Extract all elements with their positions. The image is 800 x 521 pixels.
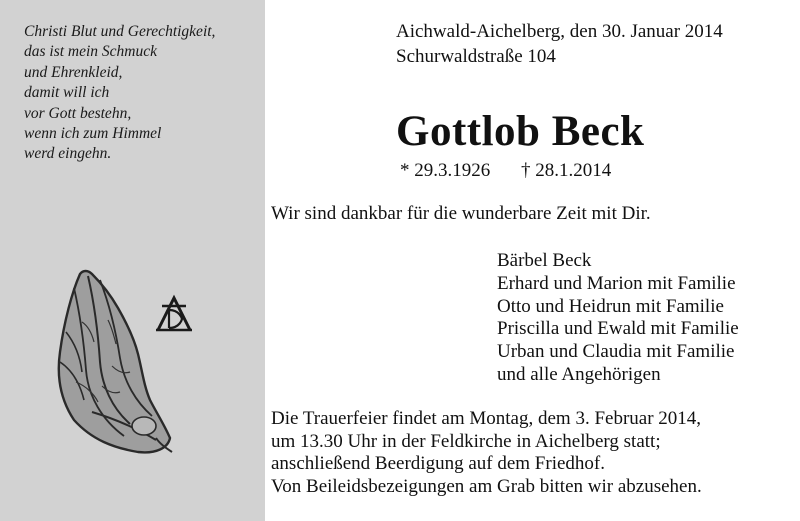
death-date: † 28.1.2014 — [521, 160, 612, 181]
verse-line: vor Gott bestehn, — [24, 104, 132, 122]
deceased-name: Gottlob Beck — [396, 108, 645, 155]
verse-line: Christi Blut und Gerechtigkeit, — [24, 23, 216, 40]
verse-line: damit will ich — [24, 84, 110, 102]
durer-monogram — [154, 294, 194, 334]
life-dates — [400, 160, 611, 182]
service-line: um 13.30 Uhr in der Feldkirche in Aichelberg statt; — [271, 430, 661, 452]
praying-hands-icon — [52, 262, 202, 462]
mourner-name: Erhard und Marion mit Familie — [497, 272, 736, 294]
bible-verse — [24, 22, 259, 165]
mourners-list — [497, 250, 739, 387]
service-line: anschließend Beerdigung auf dem Friedhof. — [271, 453, 605, 475]
verse-line: wenn ich zum Himmel — [24, 125, 162, 143]
verse-line: werd eingehn. — [24, 145, 112, 163]
service-line: Von Beileidsbezeigungen am Grab bitten wir abzusehen. — [271, 475, 702, 497]
address-header — [396, 20, 723, 69]
mourner-name: Urban und Claudia mit Familie — [497, 341, 735, 363]
place-date: Aichwald-Aichelberg, den 30. Januar 2014 — [396, 21, 723, 42]
street-address: Schurwaldstraße 104 — [396, 45, 556, 67]
mourner-name: und alle Angehörigen — [497, 363, 661, 385]
verse-line: und Ehrenkleid, — [24, 63, 123, 81]
mourner-name: Priscilla und Ewald mit Familie — [497, 318, 739, 340]
service-notice — [271, 408, 702, 498]
mourner-name: Otto und Heidrun mit Familie — [497, 295, 724, 317]
verse-sidebar — [0, 0, 265, 521]
birth-date: * 29.3.1926 — [400, 160, 491, 181]
service-line: Die Trauerfeier findet am Montag, dem 3. Februar 2014, — [271, 408, 702, 429]
thanks-text: Wir sind dankbar für die wunderbare Zeit mit Dir. — [271, 203, 651, 224]
mourner-name: Bärbel Beck — [497, 250, 592, 271]
verse-line: das ist mein Schmuck — [24, 43, 158, 61]
